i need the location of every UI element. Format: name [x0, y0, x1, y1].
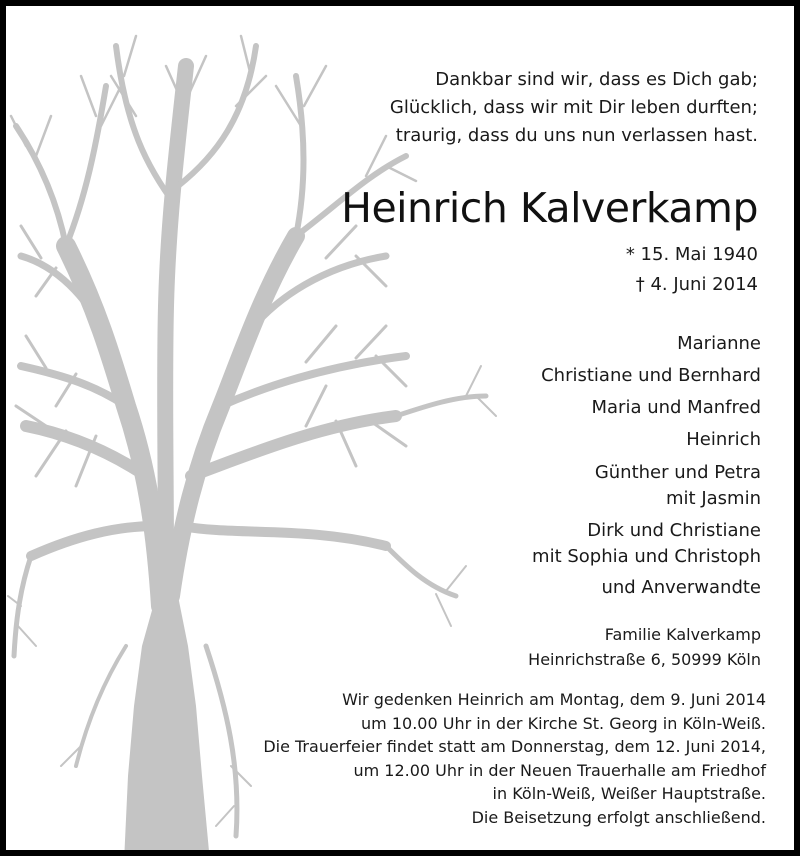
mourner-entry: Marianne: [677, 333, 761, 354]
mourner-entry: Christiane und Bernhard: [541, 365, 761, 386]
death-date: † 4. Juni 2014: [635, 274, 758, 295]
life-dates: [626, 240, 758, 300]
notice-line: Die Trauerfeier findet statt am Donnerstag, dem 12. Juni 2014,: [263, 737, 766, 756]
family-name: Familie Kalverkamp: [604, 625, 761, 644]
mourner-entry: Günther und Petra: [594, 462, 761, 483]
street-address: Heinrichstraße 6, 50999 Köln: [528, 650, 761, 669]
mourners-list: [532, 328, 761, 604]
notice-line: Wir gedenken Heinrich am Montag, dem 9. Juni 2014: [342, 690, 766, 709]
mourner-entry: Dirk und Christiane: [587, 520, 761, 541]
quote-line: Glücklich, dass wir mit Dir leben durften;: [389, 97, 758, 118]
mourner-entry: mit Jasmin: [666, 488, 761, 509]
mourner-entry: und Anverwandte: [601, 577, 761, 598]
notice-line: um 12.00 Uhr in der Neuen Trauerhalle am Friedhof: [353, 760, 766, 780]
mourner-entry: mit Sophia und Christoph: [532, 546, 761, 567]
memorial-quote: [390, 66, 758, 150]
notice-line: in Köln-Weiß, Weißer Hauptstraße.: [492, 784, 766, 803]
mourner-entry: Maria und Manfred: [591, 397, 761, 418]
service-notice: [263, 688, 766, 829]
mourner-entry: Heinrich: [686, 429, 761, 450]
quote-line: Dankbar sind wir, dass es Dich gab;: [435, 69, 758, 90]
family-address: [528, 622, 761, 672]
quote-line: traurig, dass du uns nun verlassen hast.: [395, 125, 758, 146]
notice-line: Die Beisetzung erfolgt anschließend.: [471, 807, 766, 827]
notice-line: um 10.00 Uhr in der Kirche St. Georg in Köln-Weiß.: [361, 713, 766, 733]
birth-date: * 15. Mai 1940: [625, 244, 758, 265]
deceased-name: Heinrich Kalverkamp: [341, 184, 758, 232]
